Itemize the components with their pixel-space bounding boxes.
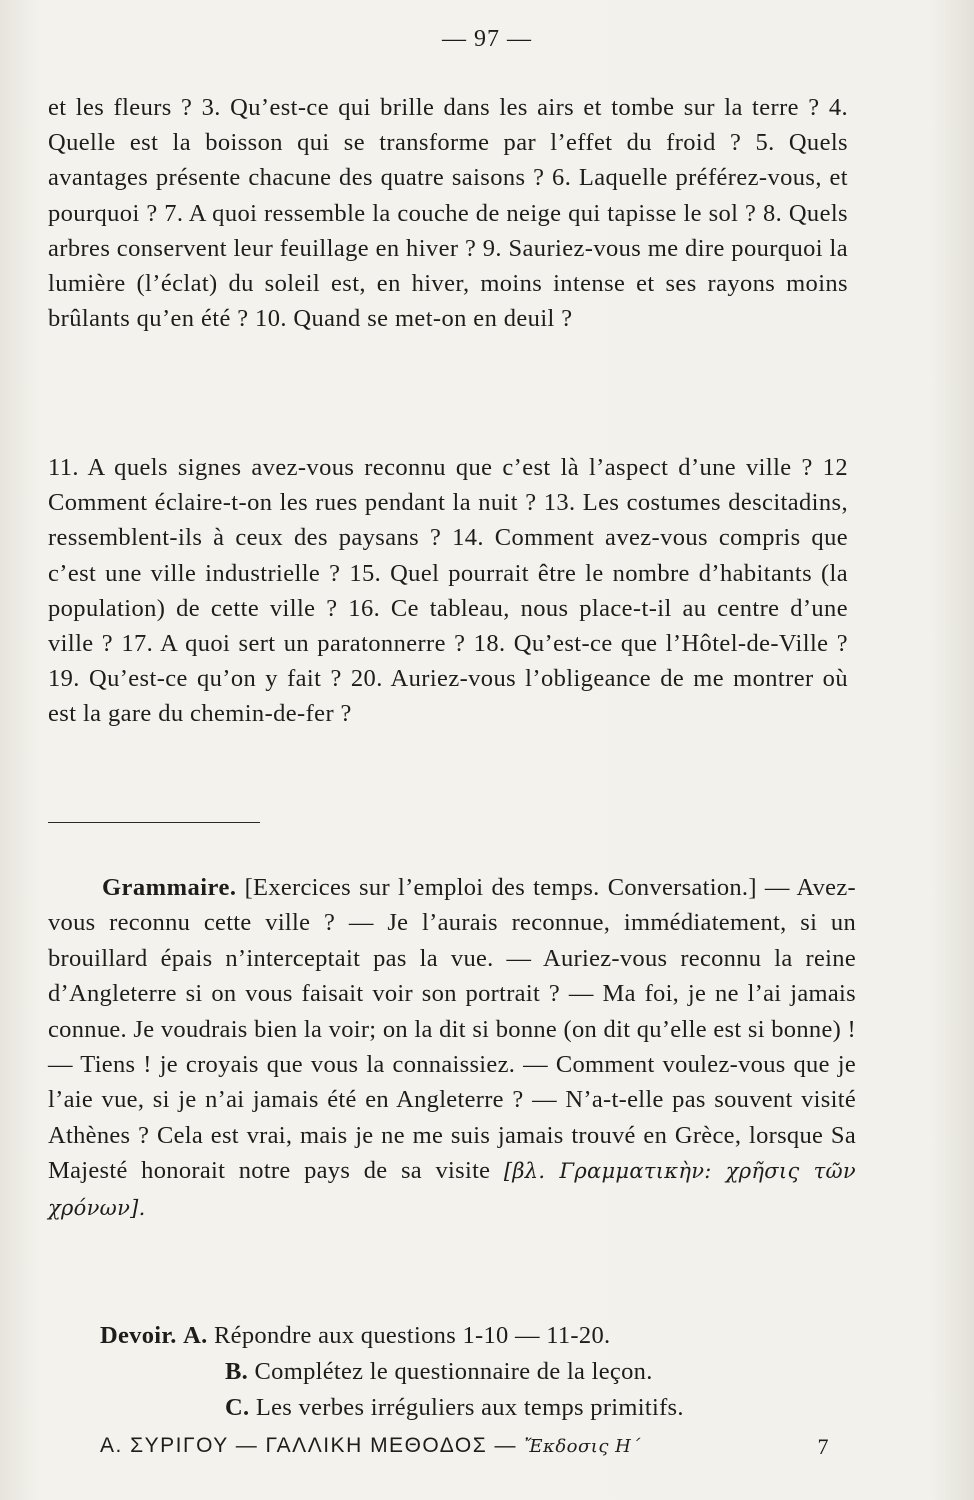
questions-11-20-text: 11. A quels signes avez-vous reconnu que c’est là l’aspect d’une ville ? 12 Comment éclaire-t-on les rues pendant la nuit ? 13. Les costumes descitadins, ressemblent-ils à ceux des paysans ? 14. Comment avez-vous compris que c’est une ville industrielle ? 15. Quel pourrait être le nombre d’habitants (la population) de cette ville ? 16. Ce tableau, nous place-t-il au centre d’une ville ? 17. A quoi sert un paratonnerre ? 18. Qu’est-ce que l’Hôtel-de-Ville ? 19. Qu’est-ce qu’on y fait ? 20. Auriez-vous l’obligeance de me montrer où est la gare du chemin-de-fer ? [48, 454, 848, 728]
homework-section [100, 1318, 860, 1426]
homework-item-letter: B. [225, 1358, 249, 1385]
edition-text: Ἔκδοσις Η΄ [524, 1436, 641, 1457]
questions-paragraph-1 [48, 90, 848, 336]
homework-item-letter: A. [183, 1322, 208, 1349]
homework-item [100, 1390, 860, 1426]
section-divider [48, 822, 260, 823]
questions-1-10-text: et les fleurs ? 3. Qu’est-ce qui brille dans les airs et tombe sur la terre ? 4. Quelle est la boisson qui se transforme par l’effet du froid ? 5. Quels avantages présente chacune des quatre saisons ? 6. Laquelle préférez-vous, et pourquoi ? 7. A quoi ressemble la couche de neige qui tapisse le sol ? 8. Quels arbres conservent leur feuillage en hiver ? 9. Sauriez-vous me dire pourquoi la lumière (l’éclat) du soleil est, en hiver, moins intense et ses rayons moins brûlants qu’en été ? 10. Quand se met-on en deuil ? [48, 94, 848, 333]
homework-item-letter: C. [225, 1394, 250, 1421]
homework-item-text: Répondre aux questions 1-10 — 11-20. [214, 1322, 611, 1349]
grammar-heading: Grammaire. [102, 874, 237, 901]
questions-paragraph-2 [48, 450, 848, 732]
signature-text: Α. ΣΥΡΙΓΟΥ — ΓΑΛΛΙΚΗ ΜΕΘΟΔΟΣ — [100, 1434, 518, 1457]
page-number: — 97 — [442, 26, 532, 52]
signature-line [100, 1434, 641, 1458]
sheet-number: 7 [817, 1434, 830, 1459]
homework-item [100, 1354, 860, 1390]
grammar-body: [Exercices sur l’emploi des temps. Conversation.] — Avez-vous reconnu cette ville ? — Je l’aurais reconnue, immédiatement, si un brouillard épais n’interceptait pas la vue. — Auriez-vous reconnu la reine d’Angleterre si on vous faisait voir son portrait ? — Ma foi, je ne l’ai jamais connue. Je voudrais bien la voir; on la dit si bonne (on dit qu’elle est si bonne) ! — Tiens ! je croyais que vous la connaissiez. — Comment voulez-vous que je l’aie vue, si je n’ai jamais été en Angleterre ? — N’a-t-elle pas souvent visité Athènes ? Cela est vrai, mais je ne me suis jamais trouvé en Grèce, lorsque Sa Majesté honorait notre pays de sa visite [48, 874, 856, 1185]
homework-item-text: Les verbes irréguliers aux temps primitifs. [255, 1394, 684, 1421]
grammar-greek-note: [βλ. Γραμματικὴν: χρῆσις τῶν χρόνων]. [48, 1159, 856, 1220]
homework-item-text: Complétez le questionnaire de la leçon. [254, 1358, 653, 1385]
grammar-paragraph [48, 870, 856, 1226]
homework-label: Devoir. [100, 1322, 177, 1349]
homework-item [100, 1318, 860, 1354]
